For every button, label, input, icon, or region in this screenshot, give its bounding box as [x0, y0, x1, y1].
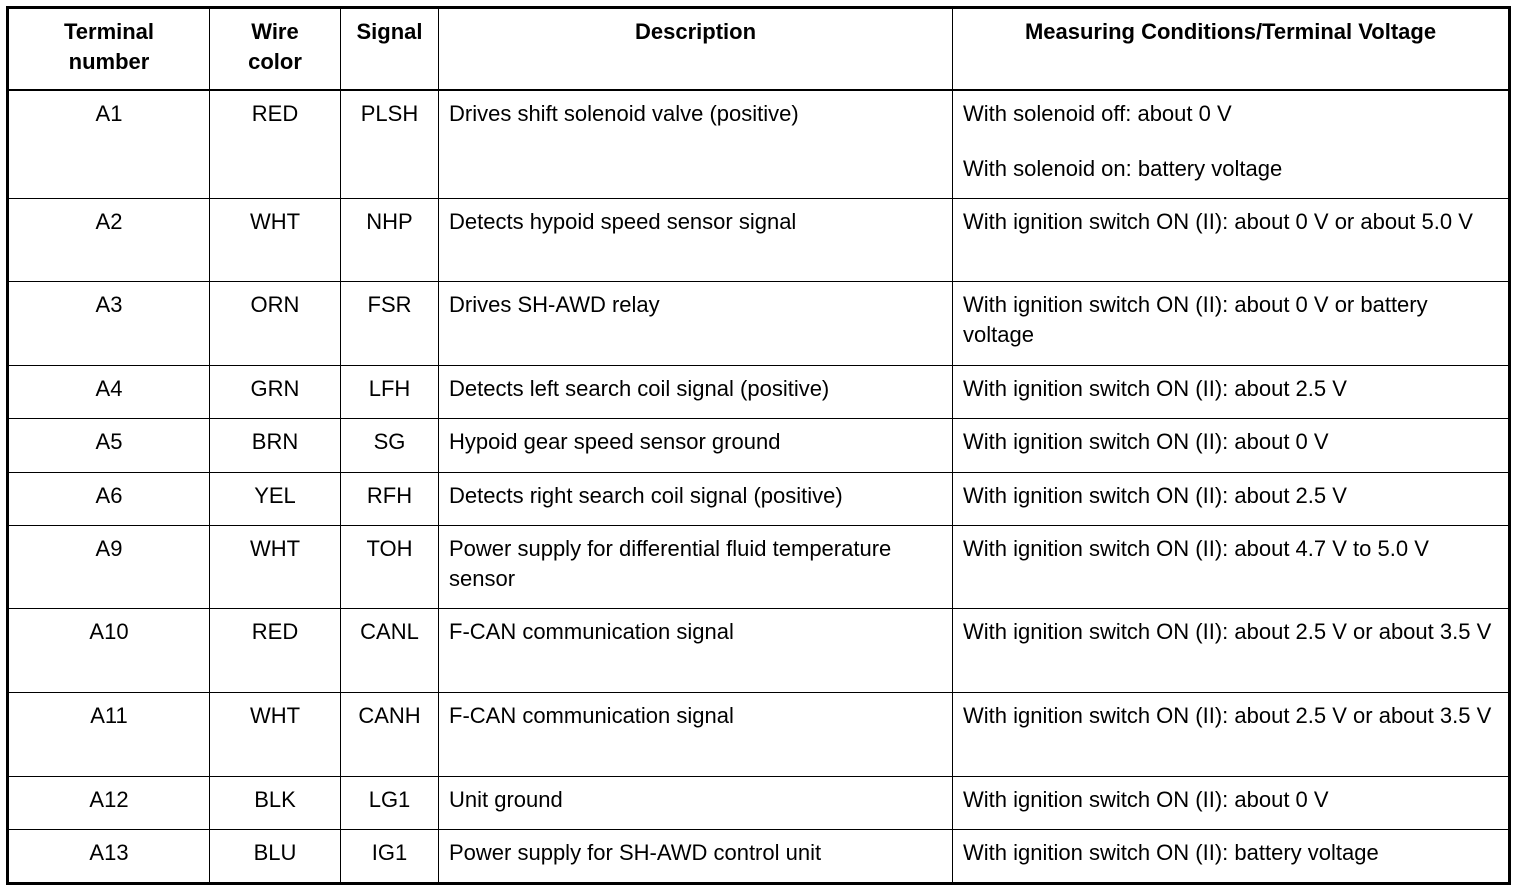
terminal-cell: A12	[8, 777, 210, 830]
conditions-cell: With ignition switch ON (II): about 0 V	[953, 419, 1510, 473]
header-terminal: Terminal number	[8, 8, 210, 90]
header-wire-color: Wire color	[210, 8, 341, 90]
terminal-cell: A2	[8, 199, 210, 282]
header-signal: Signal	[341, 8, 439, 90]
description-cell: Power supply for SH-AWD control unit	[439, 830, 953, 884]
signal-cell: SG	[341, 419, 439, 473]
wire-color-cell: BLU	[210, 830, 341, 884]
terminal-cell: A10	[8, 609, 210, 693]
table-row	[8, 419, 1510, 473]
conditions-cell: With ignition switch ON (II): about 4.7 V to 5.0 V	[953, 526, 1510, 609]
wire-color-cell: WHT	[210, 199, 341, 282]
description-cell: Detects left search coil signal (positive)	[439, 366, 953, 419]
conditions-cell: With ignition switch ON (II): battery voltage	[953, 830, 1510, 884]
terminal-cell: A5	[8, 419, 210, 473]
wire-color-cell: YEL	[210, 473, 341, 526]
table-row	[8, 90, 1510, 199]
terminal-cell: A3	[8, 282, 210, 366]
signal-cell: FSR	[341, 282, 439, 366]
table-row	[8, 526, 1510, 609]
description-cell: Power supply for differential fluid temperature sensor	[439, 526, 953, 609]
terminal-cell: A4	[8, 366, 210, 419]
conditions-cell: With ignition switch ON (II): about 2.5 V or about 3.5 V	[953, 693, 1510, 777]
table-row	[8, 282, 1510, 366]
table-row	[8, 609, 1510, 693]
conditions-line: With solenoid off: about 0 V	[963, 100, 1232, 126]
header-conditions: Measuring Conditions/Terminal Voltage	[953, 8, 1510, 90]
table-row	[8, 777, 1510, 830]
table-row	[8, 693, 1510, 777]
description-cell: Detects right search coil signal (positive)	[439, 473, 953, 526]
signal-cell: IG1	[341, 830, 439, 884]
wire-color-cell: WHT	[210, 526, 341, 609]
signal-cell: CANL	[341, 609, 439, 693]
description-cell: Unit ground	[439, 777, 953, 830]
signal-cell: CANH	[341, 693, 439, 777]
terminal-cell: A13	[8, 830, 210, 884]
wire-color-cell: ORN	[210, 282, 341, 366]
description-cell: F-CAN communication signal	[439, 693, 953, 777]
conditions-line: With solenoid on: battery voltage	[963, 155, 1283, 181]
conditions-cell: With ignition switch ON (II): about 2.5 V	[953, 473, 1510, 526]
header-row	[8, 8, 1510, 90]
conditions-cell: With ignition switch ON (II): about 0 V or about 5.0 V	[953, 199, 1510, 282]
description-cell: Drives shift solenoid valve (positive)	[439, 90, 953, 199]
wire-color-cell: RED	[210, 90, 341, 199]
terminal-cell: A6	[8, 473, 210, 526]
table-row	[8, 199, 1510, 282]
description-cell: F-CAN communication signal	[439, 609, 953, 693]
wire-color-cell: BLK	[210, 777, 341, 830]
terminal-cell: A1	[8, 90, 210, 199]
signal-cell: LFH	[341, 366, 439, 419]
conditions-cell: With ignition switch ON (II): about 2.5 V	[953, 366, 1510, 419]
description-cell: Hypoid gear speed sensor ground	[439, 419, 953, 473]
signal-cell: NHP	[341, 199, 439, 282]
table-row	[8, 366, 1510, 419]
header-description: Description	[439, 8, 953, 90]
table-row	[8, 473, 1510, 526]
conditions-cell: With ignition switch ON (II): about 0 V or battery voltage	[953, 282, 1510, 366]
wire-color-cell: BRN	[210, 419, 341, 473]
description-cell: Drives SH-AWD relay	[439, 282, 953, 366]
wire-color-cell: WHT	[210, 693, 341, 777]
conditions-cell: With ignition switch ON (II): about 2.5 V or about 3.5 V	[953, 609, 1510, 693]
conditions-cell: With ignition switch ON (II): about 0 V	[953, 777, 1510, 830]
conditions-cell	[953, 90, 1510, 199]
terminal-cell: A11	[8, 693, 210, 777]
signal-cell: LG1	[341, 777, 439, 830]
signal-cell: TOH	[341, 526, 439, 609]
terminal-cell: A9	[8, 526, 210, 609]
description-cell: Detects hypoid speed sensor signal	[439, 199, 953, 282]
table-row	[8, 830, 1510, 884]
signal-cell: RFH	[341, 473, 439, 526]
signal-cell: PLSH	[341, 90, 439, 199]
wire-color-cell: GRN	[210, 366, 341, 419]
terminal-table	[6, 6, 1511, 885]
wire-color-cell: RED	[210, 609, 341, 693]
